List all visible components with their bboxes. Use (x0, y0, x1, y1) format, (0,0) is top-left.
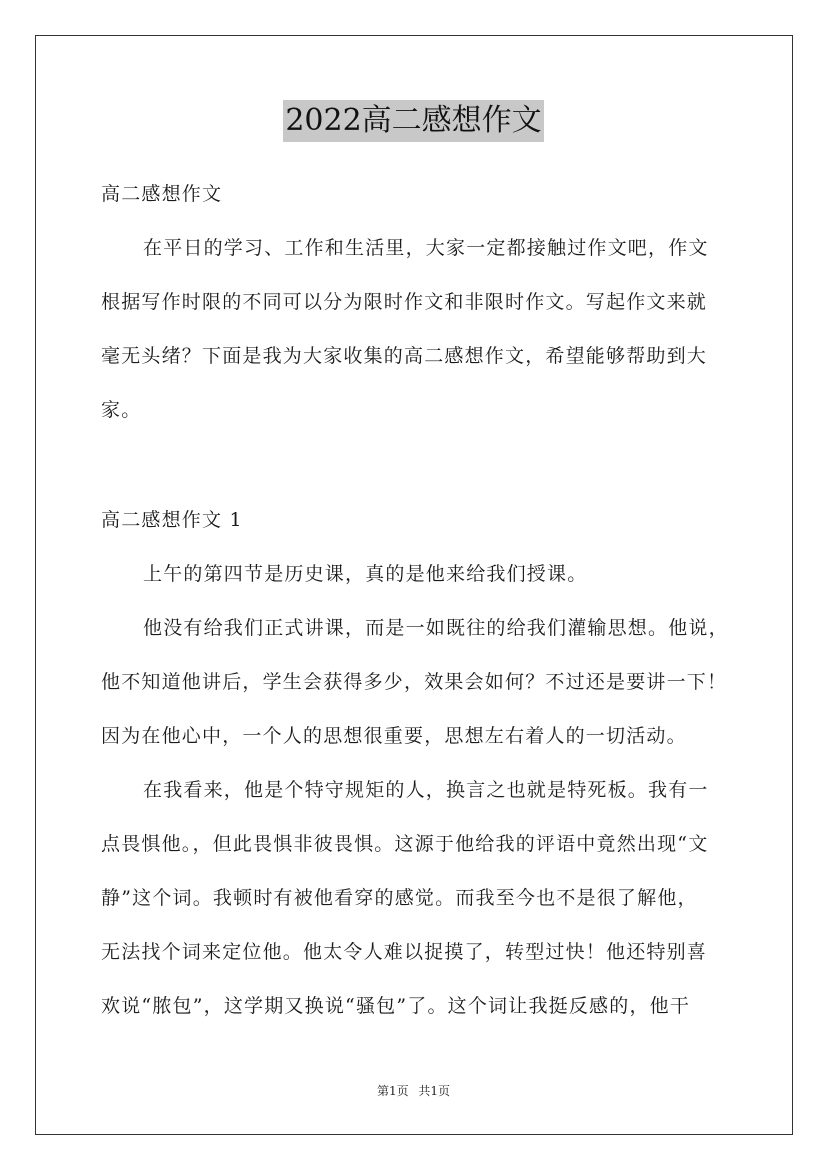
intro-paragraph-line: 根据写作时限的不同可以分为限时作文和非限时作文。写起作文来就 (101, 291, 708, 313)
essay-heading: 高二感想作文 1 (101, 509, 243, 531)
body-paragraph-line: 他不知道他讲后，学生会获得多少，效果会如何？不过还是要讲一下！ (101, 671, 728, 693)
body-paragraph-line: 他没有给我们正式讲课，而是一如既往的给我们灌输思想。他说， (143, 617, 729, 639)
title-container (0, 100, 827, 142)
intro-paragraph-line: 在平日的学习、工作和生活里，大家一定都接触过作文吧，作文 (143, 237, 709, 259)
body-paragraph-line: 因为在他心中，一个人的思想很重要，思想左右着人的一切活动。 (101, 725, 687, 747)
page-footer (0, 1083, 827, 1099)
body-paragraph-line: 静”这个词。我顿时有被他看穿的感觉。而我至今也不是很了解他， (101, 887, 698, 909)
body-paragraph-line: 上午的第四节是历史课，真的是他来给我们授课。 (143, 563, 588, 585)
body-paragraph-line: 无法找个词来定位他。他太令人难以捉摸了，转型过快！他还特别喜 (101, 941, 708, 963)
section-heading: 高二感想作文 (101, 183, 223, 205)
body-paragraph-line: 欢说“脓包”，这学期又换说“骚包”了。这个词让我挺反感的，他干 (101, 995, 691, 1017)
page-number: 第1页 (376, 1084, 409, 1098)
document-title: 2022高二感想作文 (283, 100, 543, 142)
body-paragraph-line: 在我看来，他是个特守规矩的人，换言之也就是特死板。我有一 (143, 779, 709, 801)
page-total: 共1页 (418, 1084, 451, 1098)
intro-paragraph-line: 毫无头绪？下面是我为大家收集的高二感想作文，希望能够帮助到大 (101, 345, 708, 367)
body-paragraph-line: 点畏惧他。，但此畏惧非彼畏惧。这源于他给我的评语中竟然出现“文 (101, 833, 709, 855)
intro-paragraph-line: 家。 (101, 399, 142, 421)
